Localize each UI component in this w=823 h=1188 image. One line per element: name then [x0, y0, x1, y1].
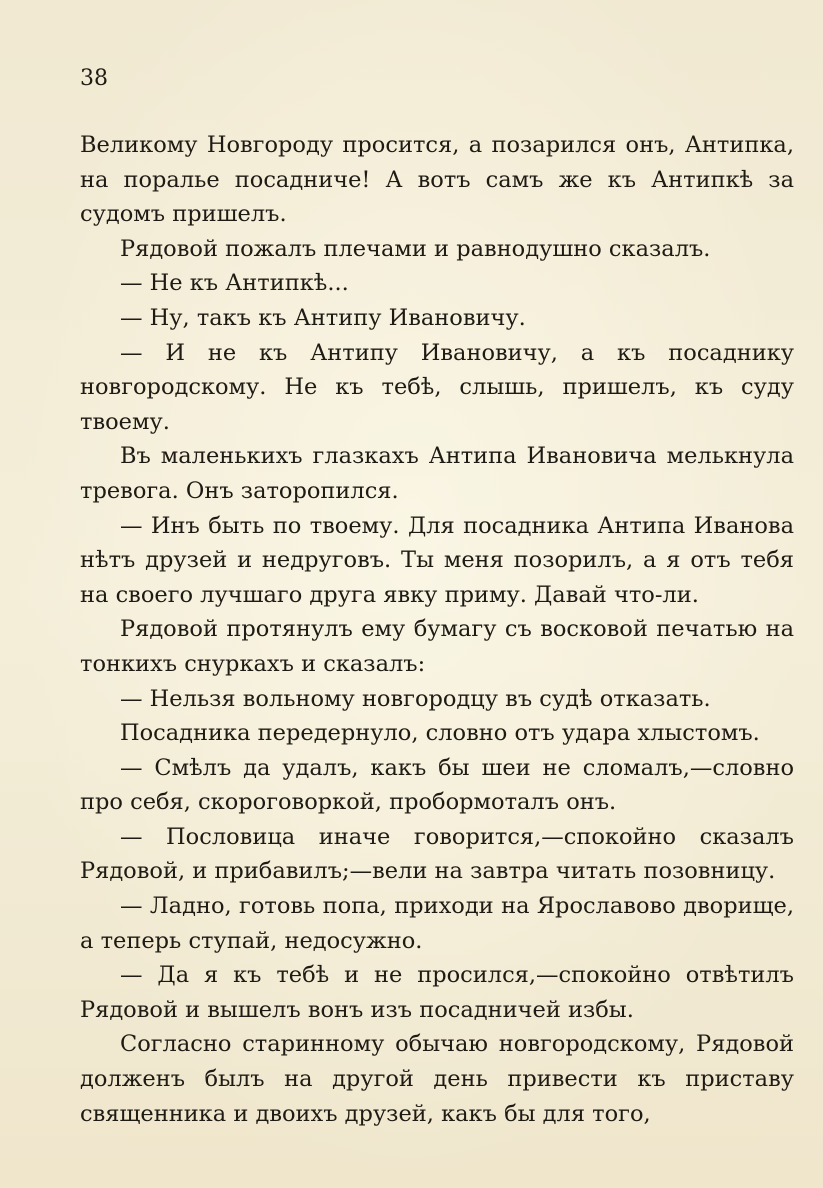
dialogue-line: — Нельзя вольному новгородцу въ судѣ отказать.	[120, 685, 711, 712]
paragraph: Въ маленькихъ глазкахъ Антипа Ивановича мелькнула тревога. Онъ заторопился.	[80, 443, 794, 504]
dialogue-line: — Не къ Антипкѣ...	[120, 270, 349, 297]
paragraph: Великому Новгороду просится, а позарился онъ, Антипка, на поралье посадниче! А вотъ самъ же къ Антипкѣ за судомъ пришелъ.	[80, 132, 794, 228]
dialogue-line: — Смѣлъ да удалъ, какъ бы шеи не сломалъ,—словно про себя, скороговоркой, пробормоталъ онъ.	[80, 754, 794, 816]
paragraph: Рядовой протянулъ ему бумагу съ восковой печатью на тонкихъ снуркахъ и сказалъ:	[80, 616, 794, 677]
paragraph: Согласно старинному обычаю новгородскому, Рядовой долженъ былъ на другой день привести къ приставу священника и двоихъ друзей, какъ бы для того,	[80, 1031, 794, 1127]
page-number: 38	[80, 66, 108, 91]
dialogue-line: — Инъ быть по твоему. Для посадника Антипа Иванова нѣтъ друзей и недруговъ. Ты меня позорилъ, а я отъ тебя на своего лучшаго друга явку приму. Давай что-ли.	[80, 512, 794, 608]
page-text	[80, 128, 794, 1131]
dialogue-line: — Ладно, готовь попа, приходи на Ярославово дворище, а теперь ступай, недосужно.	[80, 893, 794, 954]
dialogue-line: — Пословица иначе говорится,—спокойно сказалъ Рядовой, и прибавилъ;—вели на завтра читать позовницу.	[80, 823, 794, 885]
dialogue-line: — И не къ Антипу Ивановичу, а къ посаднику новгородскому. Не къ тебѣ, слышь, пришелъ, къ суду твоему.	[80, 339, 794, 435]
paragraph: Посадника передернуло, словно отъ удара хлыстомъ.	[120, 720, 760, 747]
dialogue-line: — Ну, такъ къ Антипу Ивановичу.	[120, 304, 526, 331]
dialogue-line: — Да я къ тебѣ и не просился,—спокойно отвѣтилъ Рядовой и вышелъ вонъ изъ посадничей избы.	[80, 962, 794, 1023]
paragraph: Рядовой пожалъ плечами и равнодушно сказалъ.	[120, 235, 711, 262]
